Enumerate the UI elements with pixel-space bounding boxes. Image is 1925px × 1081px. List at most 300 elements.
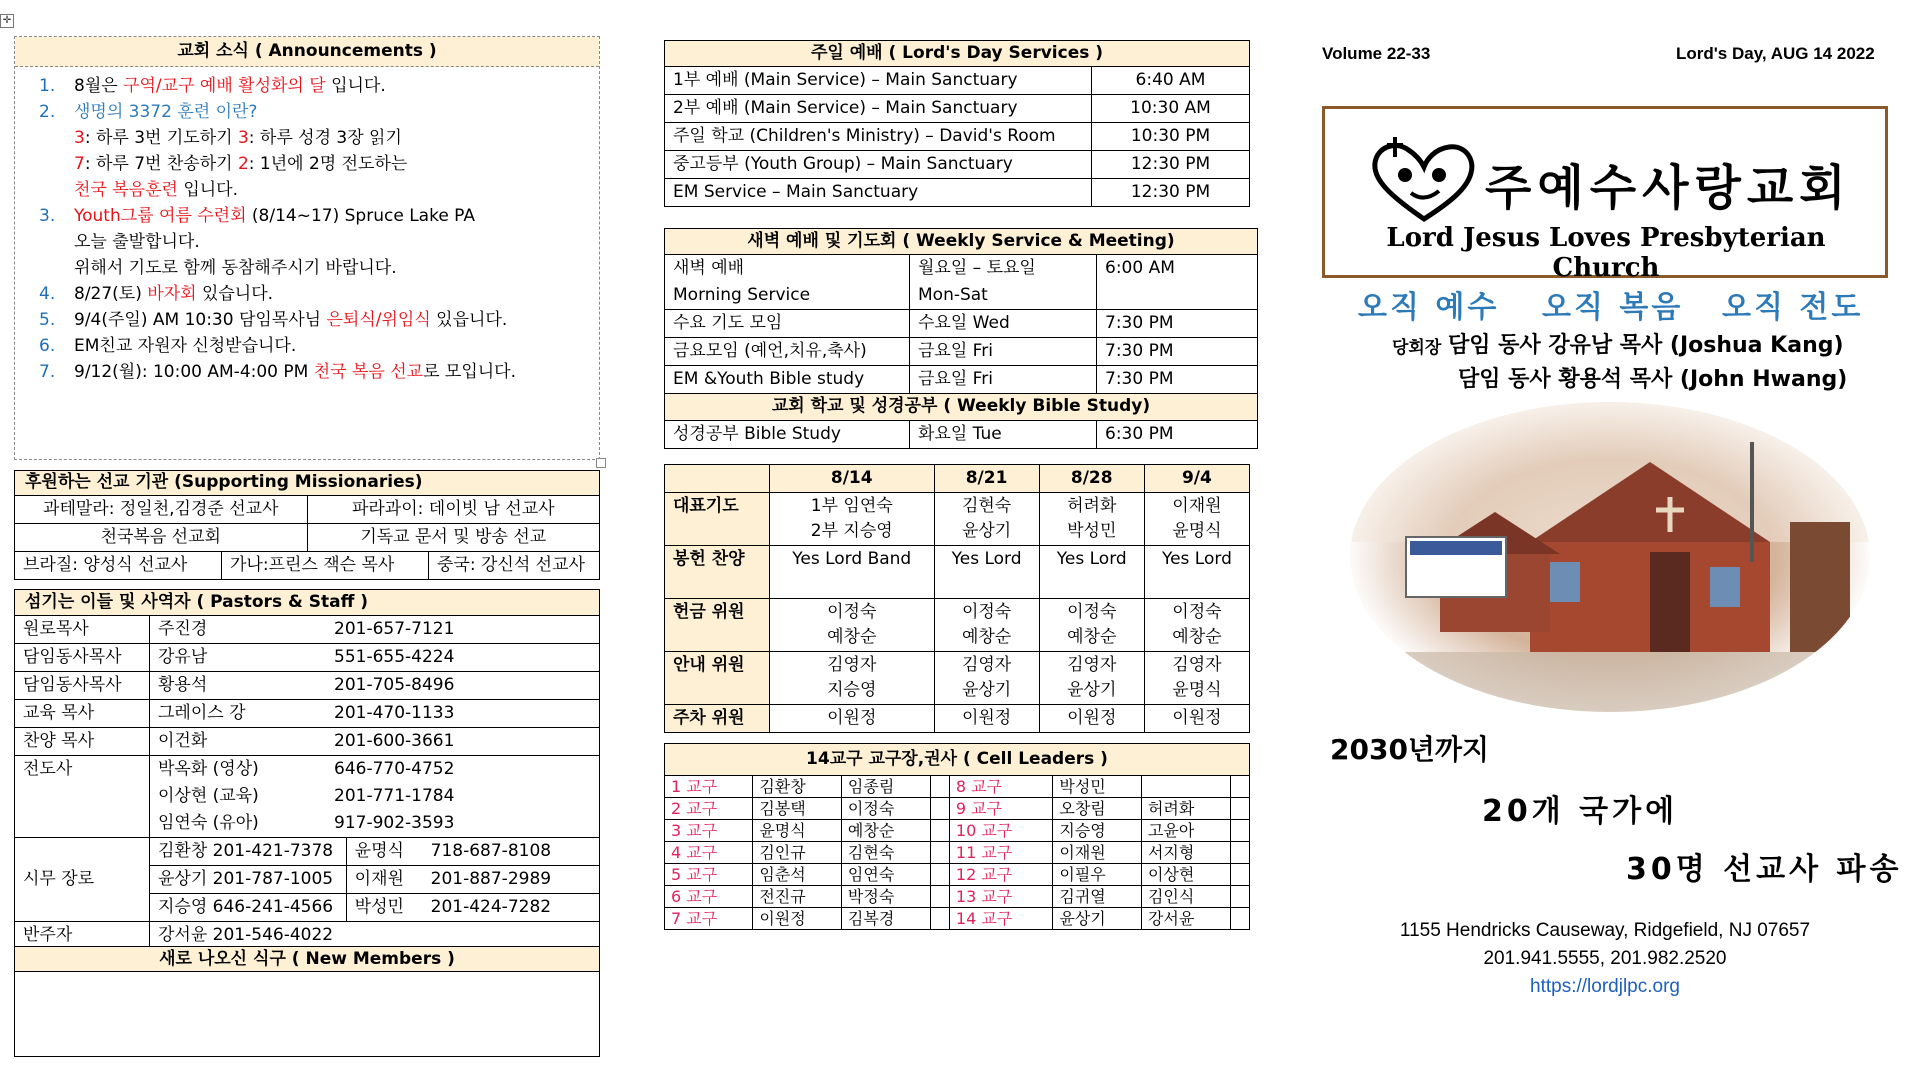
announcement-text-part: : 하루 성경 3장 읽기 bbox=[248, 128, 402, 148]
duty-cell bbox=[770, 705, 935, 733]
new-members-box bbox=[14, 972, 600, 1057]
staff-name: 이건화 bbox=[150, 728, 327, 756]
duty-name bbox=[778, 572, 926, 597]
vision-line-2: 20개 국가에 bbox=[1482, 794, 1679, 829]
elder-phone: 718-687-8108 bbox=[423, 838, 600, 866]
cell-leader-name: 임연숙 bbox=[841, 864, 930, 886]
cell-number: 5 교구 bbox=[665, 864, 753, 886]
lords-day-title: 주일 예배 ( Lord's Day Services ) bbox=[664, 40, 1250, 66]
lords-day-table bbox=[664, 66, 1250, 207]
duty-date: 8/28 bbox=[1039, 465, 1144, 493]
announcement-text-part: 8/27(토) bbox=[74, 284, 148, 304]
duty-name: 이정숙 bbox=[1172, 602, 1222, 622]
announcement-number: 7. bbox=[39, 362, 56, 382]
announcements-box bbox=[14, 36, 600, 460]
resize-handle-icon[interactable] bbox=[596, 458, 606, 468]
cell-leader-name bbox=[930, 842, 949, 864]
cell-leader-name: 허려화 bbox=[1141, 798, 1230, 820]
weekly-row bbox=[665, 255, 1258, 283]
announcement-text bbox=[74, 307, 507, 333]
announcement-text-part: : 하루 7번 찬송하기 bbox=[84, 154, 238, 174]
duty-cell bbox=[770, 599, 935, 652]
duty-name: 지승영 bbox=[827, 680, 877, 700]
bible-study-table bbox=[664, 420, 1258, 449]
announcement-text-part: (8/14~17) Spruce Lake PA bbox=[246, 206, 475, 226]
volume-label: Volume 22-33 bbox=[1322, 44, 1431, 63]
cell-leader-name: 김복경 bbox=[841, 908, 930, 930]
pastor-line-1: 담임 동사 강유남 목사 (Joshua Kang) bbox=[1448, 333, 1844, 358]
duty-label: 대표기도 bbox=[665, 493, 770, 546]
weekly-row bbox=[665, 338, 1258, 366]
announcement-text bbox=[74, 359, 516, 385]
duty-corner bbox=[665, 465, 770, 493]
cell-leader-name bbox=[930, 798, 949, 820]
duty-cell bbox=[934, 705, 1039, 733]
pastor-prefix: 당회장 bbox=[1392, 338, 1442, 358]
missionary-cell: 가나:프린스 잭슨 목사 bbox=[222, 551, 429, 579]
cell-leader-name: 김봉택 bbox=[753, 798, 842, 820]
cell-leader-name bbox=[1230, 798, 1249, 820]
duty-cell bbox=[770, 493, 935, 546]
duty-section bbox=[664, 464, 1250, 733]
announcement-text bbox=[74, 99, 257, 125]
service-name: 주일 학교 (Children's Ministry) – David's Room bbox=[665, 123, 1092, 151]
duty-cell bbox=[1144, 546, 1249, 599]
duty-name: 이원정 bbox=[1172, 708, 1222, 728]
duty-name: 윤상기 bbox=[961, 521, 1012, 541]
cell-leader-row bbox=[665, 842, 1250, 864]
duty-date: 9/4 bbox=[1144, 465, 1249, 493]
service-row bbox=[665, 123, 1250, 151]
bible-study-title: 교회 학교 및 성경공부 ( Weekly Bible Study) bbox=[664, 394, 1258, 420]
bible-study-time: 6:30 PM bbox=[1097, 421, 1258, 449]
missionaries-table-row3 bbox=[14, 551, 600, 580]
cell-leader-name bbox=[930, 908, 949, 930]
duty-name: 이재원 bbox=[1172, 496, 1222, 516]
cell-leader-row bbox=[665, 798, 1250, 820]
cell-leader-name bbox=[1230, 886, 1249, 908]
duty-name: 김현숙 bbox=[961, 496, 1012, 516]
weekly-name: 수요 기도 모임 bbox=[665, 310, 910, 338]
duty-cell bbox=[1039, 652, 1144, 705]
duty-cell bbox=[1144, 493, 1249, 546]
announcement-text-part: 천국 복음 선교 bbox=[313, 362, 424, 382]
announcement-text-part: : 1년에 2명 전도하는 bbox=[248, 154, 408, 174]
service-time: 12:30 PM bbox=[1092, 151, 1250, 179]
cell-leader-name bbox=[1230, 820, 1249, 842]
staff-row bbox=[15, 728, 600, 756]
cell-leader-name: 고윤아 bbox=[1141, 820, 1230, 842]
duty-cell bbox=[1039, 599, 1144, 652]
cell-leader-name: 지승영 bbox=[1053, 820, 1142, 842]
announcement-text-part: 은퇴식/위임식 bbox=[326, 310, 431, 330]
weekly-name: 새벽 예배 bbox=[665, 255, 910, 283]
church-photo bbox=[1350, 402, 1870, 712]
duty-name: Yes Lord bbox=[951, 549, 1022, 569]
elder-phone: 201-424-7282 bbox=[423, 894, 600, 922]
cell-leader-name bbox=[930, 820, 949, 842]
announcement-text-part: 2 bbox=[237, 154, 249, 174]
cell-leader-name: 이원정 bbox=[753, 908, 842, 930]
church-building-icon bbox=[1350, 402, 1870, 712]
weekly-name: Morning Service bbox=[665, 282, 910, 310]
duty-name: 이원정 bbox=[1067, 708, 1117, 728]
announcement-number: 2. bbox=[39, 102, 56, 122]
lords-day-section bbox=[664, 40, 1250, 207]
cell-leader-name: 김현숙 bbox=[841, 842, 930, 864]
cell-leader-name: 김인규 bbox=[753, 842, 842, 864]
bible-study-name: 성경공부 Bible Study bbox=[665, 421, 910, 449]
announcement-text-part: 입니다. bbox=[325, 76, 386, 96]
cell-leader-name: 이재원 bbox=[1053, 842, 1142, 864]
duty-row bbox=[665, 546, 1250, 599]
duty-cell bbox=[1039, 493, 1144, 546]
duty-name: 예창순 bbox=[961, 627, 1012, 647]
announcement-text bbox=[74, 203, 475, 229]
church-logo bbox=[1322, 106, 1888, 283]
missionary-cell: 파라과이: 데이빗 남 선교사 bbox=[307, 496, 600, 524]
weekly-day: 월요일 – 토요일 bbox=[910, 255, 1097, 283]
elder-name: 박성민 bbox=[346, 894, 423, 922]
staff-phone: 201-771-1784 bbox=[326, 783, 600, 810]
missionary-cell: 천국복음 선교회 bbox=[15, 524, 308, 552]
announcement-text-part: EM친교 자원자 신청받습니다. bbox=[74, 336, 297, 356]
duty-name: 예창순 bbox=[1067, 627, 1117, 647]
church-website-link[interactable]: https://lordjlpc.org bbox=[1530, 976, 1680, 997]
weekly-day: 금요일 Fri bbox=[910, 366, 1097, 394]
service-row bbox=[665, 179, 1250, 207]
duty-cell bbox=[934, 493, 1039, 546]
announcement-text-part: 위해서 기도로 함께 동참해주시기 바랍니다. bbox=[74, 258, 397, 278]
weekly-day: 금요일 Fri bbox=[910, 338, 1097, 366]
staff-name: 이상현 (교육) bbox=[150, 783, 327, 810]
vision-line-1: 2030년까지 bbox=[1330, 733, 1490, 766]
cell-leaders-title: 14교구 교구장,권사 ( Cell Leaders ) bbox=[664, 743, 1250, 775]
cell-leader-name: 윤명식 bbox=[753, 820, 842, 842]
announcement-text-part: 있습니다. bbox=[196, 284, 274, 304]
duty-row bbox=[665, 705, 1250, 733]
cell-number: 3 교구 bbox=[665, 820, 753, 842]
staff-name: 황용석 bbox=[150, 672, 327, 700]
cell-number: 2 교구 bbox=[665, 798, 753, 820]
announcement-text bbox=[74, 333, 296, 359]
service-name: EM Service – Main Sanctuary bbox=[665, 179, 1092, 207]
cell-number: 11 교구 bbox=[949, 842, 1052, 864]
duty-row bbox=[665, 652, 1250, 705]
duty-cell bbox=[770, 652, 935, 705]
weekly-time: 7:30 PM bbox=[1097, 338, 1258, 366]
elder-phone: 201-887-2989 bbox=[423, 866, 600, 894]
weekly-row bbox=[665, 310, 1258, 338]
new-members-section bbox=[14, 946, 600, 1057]
duty-date: 8/21 bbox=[934, 465, 1039, 493]
cell-leader-name: 김인식 bbox=[1141, 886, 1230, 908]
service-row bbox=[665, 95, 1250, 123]
cell-leader-name: 박정숙 bbox=[841, 886, 930, 908]
motto-3: 오직 전도 bbox=[1722, 290, 1864, 325]
cell-leader-name: 이정숙 bbox=[841, 798, 930, 820]
cell-number: 8 교구 bbox=[949, 776, 1052, 798]
cell-leader-name bbox=[1230, 908, 1249, 930]
missionary-cell: 브라질: 양성식 선교사 bbox=[15, 551, 222, 579]
staff-role: 반주자 bbox=[15, 922, 150, 950]
duty-cell bbox=[770, 546, 935, 599]
cell-leader-name: 오창림 bbox=[1053, 798, 1142, 820]
duty-name bbox=[943, 572, 1031, 597]
weekly-row bbox=[665, 366, 1258, 394]
cell-number: 13 교구 bbox=[949, 886, 1052, 908]
announcement-text bbox=[74, 177, 238, 203]
duty-name: 김영자 bbox=[1067, 655, 1117, 675]
weekly-name: EM &Youth Bible study bbox=[665, 366, 910, 394]
duty-name bbox=[1153, 572, 1241, 597]
duty-name: 김영자 bbox=[1172, 655, 1222, 675]
announcement-text-part: 구역/교구 예배 활성화의 달 bbox=[123, 76, 326, 96]
elder-name: 이재원 bbox=[346, 866, 423, 894]
service-time: 10:30 PM bbox=[1092, 123, 1250, 151]
cell-number: 7 교구 bbox=[665, 908, 753, 930]
staff-row bbox=[15, 756, 600, 784]
staff-title: 섬기는 이들 및 사역자 ( Pastors & Staff ) bbox=[14, 589, 600, 615]
cell-leader-row bbox=[665, 886, 1250, 908]
cell-leader-row bbox=[665, 776, 1250, 798]
duty-cell bbox=[1144, 652, 1249, 705]
cell-leader-name: 서지형 bbox=[1141, 842, 1230, 864]
announcement-number: 1. bbox=[39, 76, 56, 96]
announcement-text-part: 3 bbox=[74, 128, 85, 148]
duty-name: 박성민 bbox=[1067, 521, 1117, 541]
weekly-name: 금요모임 (예언,치유,축사) bbox=[665, 338, 910, 366]
duty-name: Yes Lord bbox=[1056, 549, 1127, 569]
service-time: 6:40 AM bbox=[1092, 67, 1250, 95]
duty-name: 1부 임연숙 bbox=[810, 496, 893, 516]
duty-label: 주차 위원 bbox=[665, 705, 770, 733]
cell-leader-name bbox=[1230, 776, 1249, 798]
service-name: 중고등부 (Youth Group) – Main Sanctuary bbox=[665, 151, 1092, 179]
cell-leaders-table bbox=[664, 775, 1250, 930]
elder-entry: 지승영 646-241-4566 bbox=[150, 894, 347, 922]
staff-row bbox=[15, 672, 600, 700]
missionaries-section bbox=[14, 470, 600, 580]
duty-cell bbox=[934, 652, 1039, 705]
announcement-text-part: 로 모입니다. bbox=[423, 362, 516, 382]
staff-role: 찬양 목사 bbox=[15, 728, 150, 756]
duty-label: 안내 위원 bbox=[665, 652, 770, 705]
cell-number: 10 교구 bbox=[949, 820, 1052, 842]
announcement-text bbox=[74, 229, 200, 255]
elder-entry: 김환창 201-421-7378 bbox=[150, 838, 347, 866]
cell-leader-name: 예창순 bbox=[841, 820, 930, 842]
duty-cell bbox=[934, 599, 1039, 652]
duty-date: 8/14 bbox=[770, 465, 935, 493]
staff-role: 담임동사목사 bbox=[15, 672, 150, 700]
duty-name: 김영자 bbox=[961, 655, 1012, 675]
cell-leader-name: 이상현 bbox=[1141, 864, 1230, 886]
cell-leader-name: 임종림 bbox=[841, 776, 930, 798]
weekly-day: Mon-Sat bbox=[910, 282, 1097, 310]
logo-english-text: Lord Jesus Loves Presbyterian Church bbox=[1386, 223, 1826, 283]
weekly-title: 새벽 예배 및 기도회 ( Weekly Service & Meeting) bbox=[664, 228, 1258, 254]
weekly-time: 7:30 PM bbox=[1097, 366, 1258, 394]
service-name: 1부 예배 (Main Service) – Main Sanctuary bbox=[665, 67, 1092, 95]
staff-row bbox=[15, 838, 600, 866]
duty-cell bbox=[934, 546, 1039, 599]
cell-leader-name: 김귀열 bbox=[1053, 886, 1142, 908]
duty-name: Yes Lord Band bbox=[792, 549, 912, 569]
staff-role: 담임동사목사 bbox=[15, 644, 150, 672]
cell-number: 12 교구 bbox=[949, 864, 1052, 886]
weekly-time: 6:00 AM bbox=[1097, 255, 1258, 310]
announcements-title: 교회 소식 ( Announcements ) bbox=[15, 37, 599, 67]
staff-role: 교육 목사 bbox=[15, 700, 150, 728]
cell-leader-name: 박성민 bbox=[1053, 776, 1142, 798]
duty-name: 윤명식 bbox=[1172, 680, 1222, 700]
cell-leader-name bbox=[1141, 776, 1230, 798]
duty-name: 예창순 bbox=[1172, 627, 1222, 647]
announcement-number: 3. bbox=[39, 206, 56, 226]
announcement-text-part: 바자회 bbox=[147, 284, 197, 304]
staff-phone: 201-705-8496 bbox=[326, 672, 600, 700]
missionaries-title: 후원하는 선교 기관 (Supporting Missionaries) bbox=[14, 470, 600, 495]
cell-leader-name: 김환창 bbox=[753, 776, 842, 798]
announcement-text-part: 입니다. bbox=[177, 180, 239, 200]
announcement-number: 4. bbox=[39, 284, 56, 304]
motto-1: 오직 예수 bbox=[1358, 290, 1500, 325]
cell-number: 14 교구 bbox=[949, 908, 1052, 930]
duty-name: 예창순 bbox=[827, 627, 877, 647]
church-phone: 201.941.5555, 201.982.2520 bbox=[1483, 948, 1727, 969]
staff-phone: 551-655-4224 bbox=[326, 644, 600, 672]
cell-number: 4 교구 bbox=[665, 842, 753, 864]
cell-leader-name bbox=[930, 864, 949, 886]
cell-leader-name: 윤상기 bbox=[1053, 908, 1142, 930]
cell-leader-name: 임춘석 bbox=[753, 864, 842, 886]
cell-leader-name bbox=[930, 886, 949, 908]
move-handle-icon[interactable]: ✛ bbox=[0, 14, 14, 28]
staff-role: 전도사 bbox=[15, 756, 150, 838]
duty-name: 이원정 bbox=[961, 708, 1012, 728]
staff-phone: 201-600-3661 bbox=[326, 728, 600, 756]
announcement-text-part: 오늘 출발합니다. bbox=[74, 232, 200, 252]
staff-name: 주진경 bbox=[150, 616, 327, 644]
duty-name: 2부 지승영 bbox=[810, 521, 893, 541]
duty-name: 윤상기 bbox=[961, 680, 1012, 700]
cell-number: 9 교구 bbox=[949, 798, 1052, 820]
duty-cell bbox=[1039, 546, 1144, 599]
duty-name: 이정숙 bbox=[961, 602, 1012, 622]
staff-role: 시무 장로 bbox=[15, 838, 150, 922]
staff-phone: 201-470-1133 bbox=[326, 700, 600, 728]
staff-row bbox=[15, 700, 600, 728]
duty-name: 이원정 bbox=[827, 708, 877, 728]
staff-row bbox=[15, 644, 600, 672]
staff-table bbox=[14, 615, 600, 950]
announcement-text-part: 9/4(주일) AM 10:30 담임목사님 bbox=[74, 310, 327, 330]
vision-line-3: 30명 선교사 파송 bbox=[1626, 852, 1903, 887]
duty-name: 김영자 bbox=[827, 655, 877, 675]
staff-phone: 917-902-3593 bbox=[326, 810, 600, 838]
duty-cell bbox=[1039, 705, 1144, 733]
service-time: 12:30 PM bbox=[1092, 179, 1250, 207]
duty-name: 이정숙 bbox=[1067, 602, 1117, 622]
announcement-text-part: 생명의 3372 훈련 이란? bbox=[74, 102, 258, 122]
missionary-cell: 중국: 강신석 선교사 bbox=[429, 551, 600, 579]
new-members-title: 새로 나오신 식구 ( New Members ) bbox=[14, 946, 600, 972]
announcement-text-part: 천국 복음훈련 bbox=[74, 180, 178, 200]
cell-leaders-section bbox=[664, 743, 1250, 930]
motto-2: 오직 복음 bbox=[1542, 290, 1684, 325]
staff-phone: 201-657-7121 bbox=[326, 616, 600, 644]
announcement-text-part: : 하루 3번 기도하기 bbox=[84, 128, 238, 148]
duty-row bbox=[665, 599, 1250, 652]
duty-cell bbox=[1144, 599, 1249, 652]
cell-leader-row bbox=[665, 820, 1250, 842]
missionary-cell: 과테말라: 정일천,김경준 선교사 bbox=[15, 496, 308, 524]
duty-name: 윤상기 bbox=[1067, 680, 1117, 700]
logo-korean-text: 주예수사랑교회 bbox=[1485, 160, 1852, 216]
duty-label: 헌금 위원 bbox=[665, 599, 770, 652]
staff-section bbox=[14, 589, 600, 950]
duty-name: Yes Lord bbox=[1161, 549, 1232, 569]
duty-name bbox=[1048, 572, 1136, 597]
cell-leader-name: 강서윤 bbox=[1141, 908, 1230, 930]
staff-phone: 646-770-4752 bbox=[326, 756, 600, 784]
duty-label: 봉헌 찬양 bbox=[665, 546, 770, 599]
duty-row bbox=[665, 493, 1250, 546]
missionaries-table bbox=[14, 495, 600, 552]
cell-leader-name bbox=[1230, 842, 1249, 864]
announcement-text-part: 3 bbox=[237, 128, 249, 148]
service-row bbox=[665, 67, 1250, 95]
elder-entry: 윤상기 201-787-1005 bbox=[150, 866, 347, 894]
announcement-text bbox=[74, 281, 273, 307]
pastor-line-2: 담임 동사 황용석 목사 (John Hwang) bbox=[1458, 367, 1848, 392]
cell-leader-row bbox=[665, 908, 1250, 930]
announcement-text-part: 7 bbox=[74, 154, 85, 174]
issue-date: Lord's Day, AUG 14 2022 bbox=[1676, 44, 1875, 63]
staff-name: 임연숙 (유아) bbox=[150, 810, 327, 838]
bible-study-day: 화요일 Tue bbox=[910, 421, 1097, 449]
service-name: 2부 예배 (Main Service) – Main Sanctuary bbox=[665, 95, 1092, 123]
staff-name: 박옥화 (영상) bbox=[150, 756, 327, 784]
cell-number: 6 교구 bbox=[665, 886, 753, 908]
church-address: 1155 Hendricks Causeway, Ridgefield, NJ 07657 bbox=[1399, 920, 1811, 941]
missionary-cell: 기독교 문서 및 방송 선교 bbox=[307, 524, 600, 552]
weekly-table bbox=[664, 254, 1258, 394]
cell-number: 1 교구 bbox=[665, 776, 753, 798]
announcement-number: 5. bbox=[39, 310, 56, 330]
duty-name: 이정숙 bbox=[827, 602, 877, 622]
duty-header-row bbox=[665, 465, 1250, 493]
cell-leader-row bbox=[665, 864, 1250, 886]
cell-leader-name: 이필우 bbox=[1053, 864, 1142, 886]
staff-name: 강유남 bbox=[150, 644, 327, 672]
duty-table bbox=[664, 464, 1250, 733]
weekly-day: 수요일 Wed bbox=[910, 310, 1097, 338]
cell-leader-name bbox=[930, 776, 949, 798]
announcement-text-part: Youth그룹 여름 수련회 bbox=[74, 206, 247, 226]
weekly-time: 7:30 PM bbox=[1097, 310, 1258, 338]
announcement-text bbox=[74, 151, 407, 177]
announcement-text bbox=[74, 255, 397, 281]
staff-name: 그레이스 강 bbox=[150, 700, 327, 728]
announcement-number: 6. bbox=[39, 336, 56, 356]
elder-name: 윤명식 bbox=[346, 838, 423, 866]
staff-role: 원로목사 bbox=[15, 616, 150, 644]
cell-leader-name bbox=[1230, 864, 1249, 886]
service-time: 10:30 AM bbox=[1092, 95, 1250, 123]
announcement-text-part: 9/12(월): 10:00 AM-4:00 PM bbox=[74, 362, 314, 382]
